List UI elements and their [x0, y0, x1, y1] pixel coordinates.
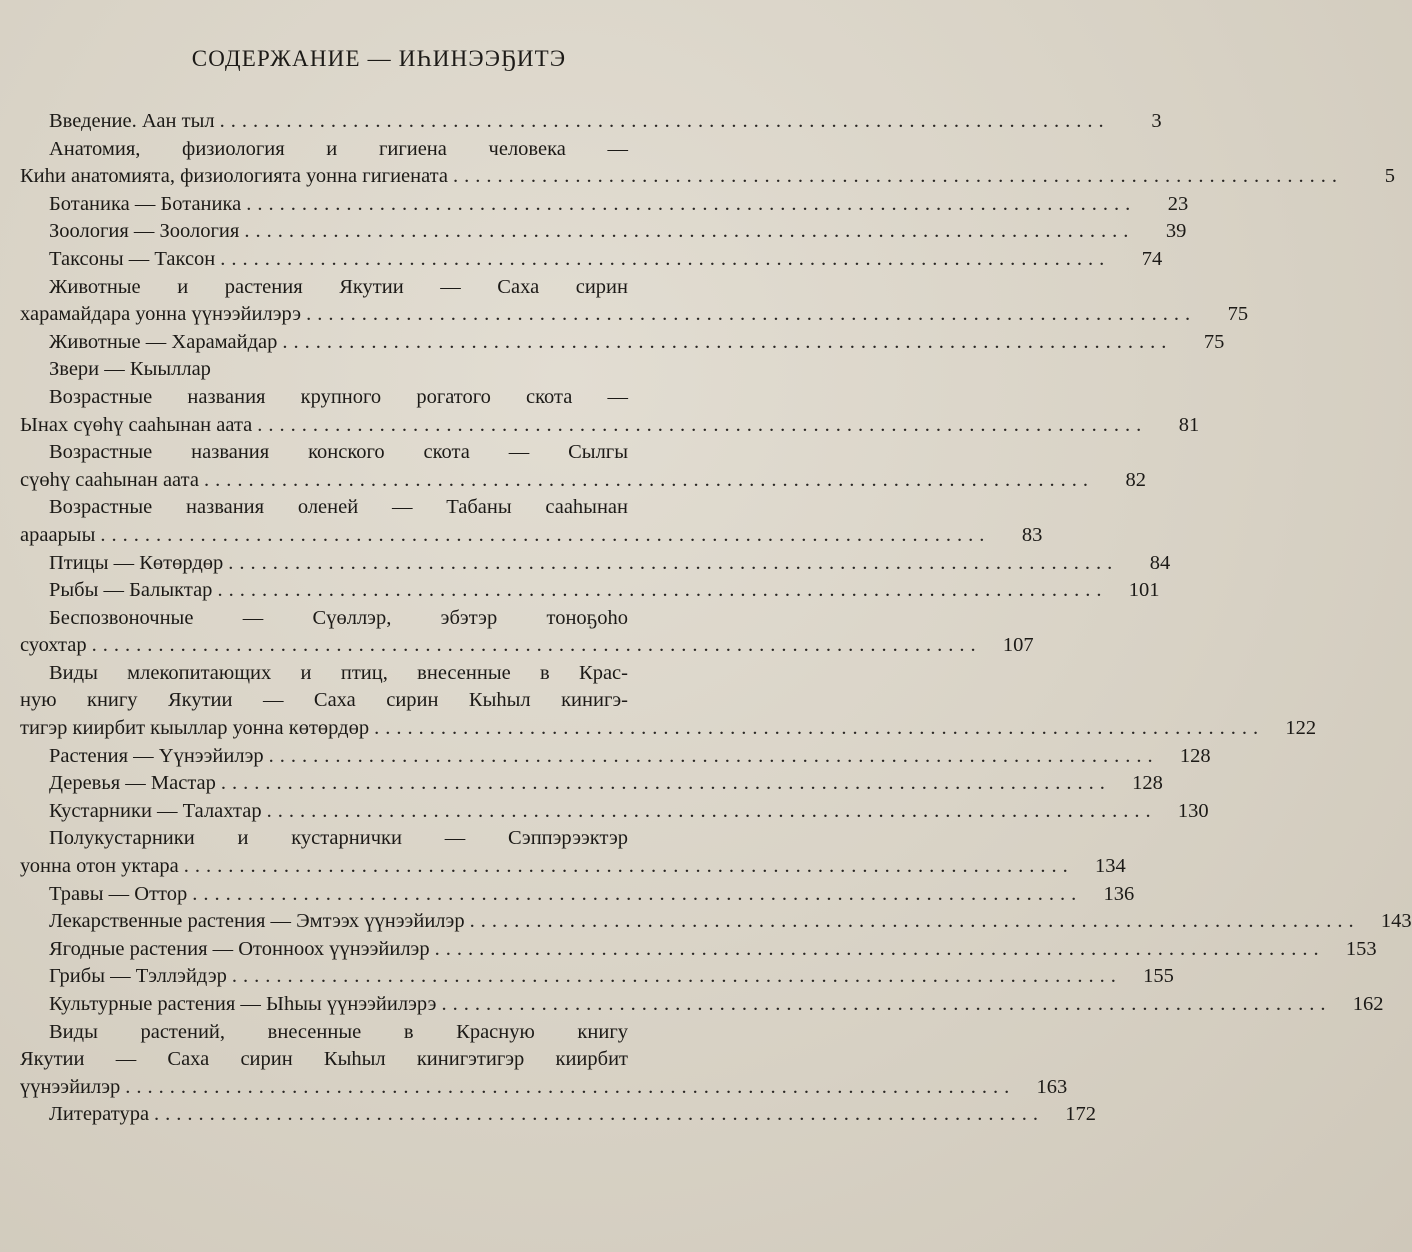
toc-page-number: 155 [1143, 965, 1174, 988]
toc-entry [20, 439, 1146, 494]
toc-entry [20, 660, 1317, 743]
toc-line [20, 1046, 686, 1074]
toc-entry [20, 1101, 1097, 1129]
toc-line [20, 356, 686, 384]
toc-entry [20, 356, 686, 384]
toc-entry [20, 246, 1163, 274]
dot-leader: ................................................................................ [220, 772, 1111, 795]
toc-entry [20, 218, 1187, 246]
dot-leader: ................................................................................ [192, 882, 1083, 905]
toc-line [20, 274, 686, 302]
toc-entry [20, 605, 1034, 660]
toc-entry-text: Культурные растения — Ыһыы үүнээйилэрэ [49, 993, 437, 1015]
toc-entry-text: Ягодные растения — Отонноох үүнээйилэр [49, 937, 430, 960]
toc-line [20, 108, 1162, 136]
toc-page-number: 130 [1177, 799, 1209, 822]
toc-entry-text: Якутии — Саха сирин Кыһыл кинигэтигэр киирбит [20, 1048, 628, 1071]
toc-entry-text: Птицы — Көтөрдөр [49, 551, 224, 574]
toc-entry-text: Животные — Харамайдар [49, 330, 278, 353]
toc-entry-text: Грибы — Тэллэйдэр [49, 965, 227, 988]
dot-leader: ................................................................................ [244, 220, 1135, 243]
dot-leader: ................................................................................ [220, 247, 1111, 270]
toc-page-number: 75 [1227, 303, 1249, 326]
toc-entry-text: Лекарственные растения — Эмтээх үүнээйилэр [49, 910, 465, 933]
toc-page-number: 81 [1178, 413, 1200, 436]
toc-entry [20, 550, 1171, 578]
toc-line [20, 329, 1225, 357]
dot-leader: ................................................................................ [125, 1075, 1016, 1098]
toc-entry [20, 798, 1209, 826]
dot-leader: ................................................................................ [100, 523, 991, 546]
toc-page-number: 134 [1095, 855, 1126, 878]
toc-entry-text: Введение. Аан тыл [49, 110, 215, 132]
toc-entry-text: Анатомия, физиология и гигиена человека — [49, 137, 628, 160]
toc-entry-text: үүнээйилэр [20, 1075, 121, 1098]
dot-leader: ................................................................................ [231, 965, 1122, 988]
toc-page-number: 74 [1141, 247, 1163, 270]
toc-line [20, 1101, 1097, 1129]
toc-entry [20, 936, 1377, 964]
toc-line [20, 881, 1135, 909]
toc-entry-text: Беспозвоночные — Сүөллэр, эбэтэр тоноҕоһо [49, 606, 628, 629]
toc-entry [20, 577, 1160, 605]
toc-line [20, 770, 1163, 798]
dot-leader: ................................................................................ [268, 744, 1159, 767]
toc-entry [20, 136, 1395, 191]
toc-page-number: 23 [1167, 192, 1189, 215]
toc-entry-text: Киһи анатомията, физиологията уонна гигиената [20, 165, 448, 188]
toc-entry [20, 963, 1174, 991]
toc-page-number: 75 [1203, 330, 1225, 353]
toc-line [20, 715, 1317, 743]
dot-leader: ................................................................................ [306, 303, 1197, 326]
toc-line [20, 218, 1187, 246]
page-title: СОДЕРЖАНИЕ — ИҺИНЭЭҔИТЭ [191, 46, 567, 71]
toc-line [20, 853, 1126, 881]
toc-entry-text: Литература [49, 1103, 150, 1126]
toc-line [20, 301, 1249, 329]
toc-entry [20, 1019, 1068, 1102]
toc-page-number: 39 [1165, 220, 1187, 243]
toc-line [20, 1074, 1068, 1102]
toc-entry [20, 743, 1211, 771]
toc-entry-text: Виды растений, внесенные в Красную книгу [49, 1020, 628, 1043]
toc-entry-text: Виды млекопитающих и птиц, внесенные в Крас- [49, 661, 628, 684]
toc-entry-text: Животные и растения Якутии — Саха сирин [49, 275, 628, 298]
toc-line [20, 522, 1043, 550]
dot-leader: ................................................................................ [266, 799, 1157, 822]
toc-line [20, 136, 686, 164]
toc-entry-text: араарыы [20, 523, 96, 546]
toc-entry-text: ную книгу Якутии — Саха сирин Кыһыл кинигэ- [20, 689, 628, 712]
toc-line [20, 550, 1171, 578]
dot-leader: ................................................................................ [434, 937, 1325, 960]
toc-entry [20, 881, 1135, 909]
dot-leader: ................................................................................ [203, 468, 1094, 491]
toc-line [20, 743, 1211, 771]
toc-entry [20, 908, 1412, 936]
toc-line [20, 494, 686, 522]
toc-page-number: 162 [1352, 993, 1384, 1015]
dot-leader: ................................................................................ [228, 551, 1119, 574]
dot-leader: ................................................................................ [441, 993, 1332, 1015]
dot-leader: ................................................................................ [469, 910, 1360, 933]
toc-line [20, 908, 1412, 936]
toc-entry-text: тигэр киирбит кыыллар уонна көтөрдөр [20, 717, 370, 740]
toc-page-number: 163 [1036, 1075, 1068, 1098]
toc-page-number: 172 [1065, 1103, 1097, 1126]
dot-leader: ................................................................................ [374, 717, 1265, 740]
toc-page-number: 107 [1002, 634, 1034, 657]
toc-line [20, 191, 1189, 219]
toc-entry [20, 384, 1200, 439]
toc-entry-text: Ынах сүөһү сааһынан аата [20, 413, 253, 436]
toc-entry-text: харамайдара уонна үүнээйилэрэ [20, 303, 302, 326]
toc-line [20, 467, 1146, 495]
toc-page-number: 82 [1125, 468, 1146, 491]
toc-page-number: 136 [1103, 882, 1135, 905]
toc-page-number: 5 [1384, 165, 1395, 188]
toc-entry-text: сүөһү сааһынан аата [20, 468, 199, 491]
toc-page-number: 128 [1179, 744, 1211, 767]
toc-page-number: 122 [1285, 717, 1317, 740]
toc-entry-text: Возрастные названия конского скота — Сылгы [49, 441, 628, 464]
dot-leader: ................................................................................ [219, 110, 1110, 132]
dot-leader: ................................................................................ [246, 192, 1137, 215]
toc-entry-text: Растения — Үүнээйилэр [49, 744, 264, 767]
toc-page-number: 84 [1149, 551, 1171, 574]
toc-entry-text: Зоология — Зоология [49, 220, 240, 243]
toc-entry-text: Ботаника — Ботаника [49, 192, 242, 215]
dot-leader: ................................................................................ [282, 330, 1173, 353]
toc-entry-text: Звери — Кыыллар [49, 358, 211, 381]
toc-entry-text: Деревья — Мастар [49, 772, 216, 795]
toc-line [20, 632, 1034, 660]
toc-entry-text: Возрастные названия оленей — Табаны сааһынан [49, 496, 628, 519]
toc-line [20, 384, 686, 412]
toc-page-number: 153 [1345, 937, 1377, 960]
toc-entry [20, 494, 1043, 549]
toc-entry [20, 991, 1384, 1019]
toc-entry-text: Травы — Оттор [49, 882, 188, 905]
toc-page-number: 128 [1132, 772, 1163, 795]
toc-line [20, 605, 686, 633]
dot-leader: ................................................................................ [453, 165, 1343, 188]
toc-line [20, 991, 1384, 1019]
table-of-contents [20, 108, 1412, 1129]
toc-entry [20, 825, 1126, 880]
toc-line [20, 798, 1209, 826]
toc-entry-text: суохтар [20, 634, 87, 657]
toc-line [20, 963, 1174, 991]
toc-entry-text: Возрастные названия крупного рогатого скота — [49, 385, 628, 408]
toc-line [20, 577, 1160, 605]
toc-page-number: 101 [1128, 579, 1160, 602]
toc-entry-text: Кустарники — Талахтар [49, 799, 262, 822]
toc-line [20, 163, 1395, 191]
toc-line [20, 825, 686, 853]
toc-line [20, 439, 686, 467]
toc-line [20, 687, 686, 715]
toc-line [20, 660, 686, 688]
toc-line [20, 412, 1200, 440]
toc-entry [20, 329, 1225, 357]
dot-leader: ................................................................................ [217, 579, 1108, 602]
toc-entry-text: уонна отон уктара [20, 855, 179, 878]
toc-entry-text: Таксоны — Таксон [49, 247, 216, 270]
toc-entry [20, 108, 1162, 136]
dot-leader: ................................................................................ [91, 634, 982, 657]
toc-page-number: 3 [1151, 110, 1162, 132]
toc-entry-text: Рыбы — Балыктар [49, 579, 213, 602]
toc-page-number: 83 [1021, 523, 1043, 546]
dot-leader: ................................................................................ [154, 1103, 1045, 1126]
dot-leader: ................................................................................ [183, 855, 1074, 878]
toc-entry [20, 191, 1189, 219]
toc-entry [20, 770, 1163, 798]
toc-page-number: 143 [1380, 910, 1412, 933]
toc-entry-text: Полукустарники и кустарнички — Сэппэрээктэр [49, 827, 628, 850]
toc-line [20, 246, 1163, 274]
dot-leader: ................................................................................ [257, 413, 1148, 436]
toc-line [20, 936, 1377, 964]
toc-line [20, 1019, 686, 1047]
toc-entry [20, 274, 1249, 329]
